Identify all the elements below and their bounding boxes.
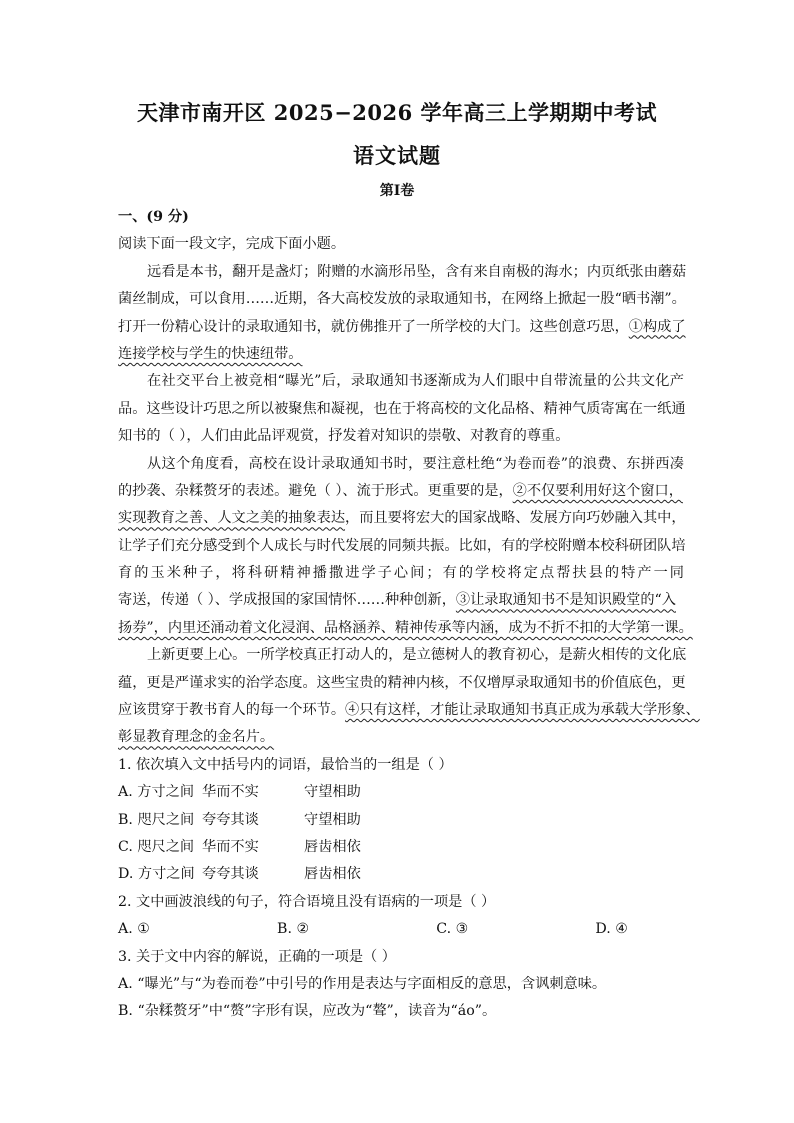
- passage-line: 菌丝制成，可以食用……近期，各大高校发放的录取通知书，在网络上掀起一股“晒书潮”。: [118, 291, 686, 308]
- section-heading: 一、(9 分): [118, 209, 189, 225]
- passage-line: [118, 478, 684, 505]
- option-word: 唇齿相依: [304, 838, 361, 855]
- question-2-option-a: A. ①: [118, 921, 150, 938]
- passage-line: [118, 697, 700, 724]
- passage-text: ，而且要将宏大的国家战略、发展方向巧妙融入其中，: [345, 510, 686, 527]
- question-3-option-a: A. “曝光”与“为卷而卷”中引号的作用是表达与字面相反的意思，含讽刺意味。: [118, 975, 607, 992]
- passage-line: 远看是本书，翻开是盏灯；附赠的水滴形吊坠，含有来自南极的海水；内页纸张由蘑菇: [147, 263, 687, 280]
- passage-text: 寄送，传递（ ）、学成报国的家国情怀……种种创新，: [118, 592, 456, 609]
- option-word: 唇齿相依: [304, 866, 361, 883]
- passage-line: 上新更要上心。一所学校真正打动人的，是立德树人的教育初心，是薪火相传的文化底: [147, 647, 687, 664]
- option-word: 守望相助: [304, 784, 361, 801]
- passage-text: 应该贯穿于教书育人的每一个环节。: [118, 702, 346, 719]
- passage-line: [118, 505, 684, 532]
- wavy-sentence-3: ③让录取通知书不是知识殿堂的“入: [455, 592, 676, 609]
- option-word: 华而不实: [202, 838, 259, 855]
- option-word: 华而不实: [202, 784, 259, 801]
- wavy-sentence-3-cont: 扬券”，内里还涌动着文化浸润、品格涵养、精神传承等内涵，成为不折不扣的大学第一课。: [118, 619, 693, 636]
- passage-text: 打开一份精心设计的录取通知书，就仿佛推开了一所学校的大门。这些创意巧思，: [118, 318, 629, 335]
- wavy-sentence-2-cont: 实现教育之善、人文之美的抽象表达: [118, 510, 346, 527]
- question-1-option-b: [118, 807, 684, 834]
- question-2-option-b: B. ②: [277, 921, 310, 938]
- question-1-stem: 1. 依次填入文中括号内的词语，最恰当的一组是（ ）: [118, 756, 453, 773]
- wavy-sentence-4-cont: 彰显教育理念的金名片。: [118, 729, 275, 746]
- wavy-sentence-1-cont: 连接学校与学生的快速纽带。: [118, 345, 303, 362]
- question-2-options: [118, 916, 684, 943]
- question-3-option-b: B. “杂糅赘牙”中“赘”字形有误，应改为“聱”，读音为“áo”。: [118, 1003, 497, 1020]
- question-3-stem: 3. 关于文中内容的解说，正确的一项是（ ）: [118, 948, 396, 965]
- question-1-option-d: [118, 861, 684, 888]
- option-label: C. 咫尺之间: [118, 838, 195, 855]
- question-2-option-c: C. ③: [436, 921, 469, 938]
- option-word: 守望相助: [304, 811, 361, 828]
- passage-line: 知书的（ ），人们由此品评观赏，抒发着对知识的崇敬、对教育的尊重。: [118, 428, 570, 445]
- option-word: 夸夸其谈: [202, 866, 259, 883]
- passage-line: [118, 314, 684, 341]
- passage-line: [118, 341, 684, 368]
- option-label: A. 方寸之间: [118, 784, 195, 801]
- passage-line: 育的玉米种子，将科研精神播撒进学子心间；有的学校将定点帮扶县的特产一同: [118, 565, 684, 582]
- question-2-stem: 2. 文中画波浪线的句子，符合语境且没有语病的一项是（ ）: [118, 893, 496, 910]
- exam-title: 天津市南开区 2025−2026 学年高三上学期期中考试: [136, 100, 658, 125]
- question-1-option-a: [118, 779, 684, 806]
- wavy-sentence-4: ④只有这样，才能让录取通知书真正成为承载大学形象、: [345, 702, 700, 719]
- option-label: B. 咫尺之间: [118, 811, 195, 828]
- question-2-option-d: D. ④: [595, 921, 628, 938]
- passage-line: 让学子们充分感受到个人成长与时代发展的同频共振。比如，有的学校附赠本校科研团队培: [118, 537, 686, 554]
- wavy-sentence-2: ②不仅要利用好这个窗口，: [512, 482, 683, 499]
- passage-line: [118, 615, 693, 642]
- passage-line: 在社交平台上被竞相“曝光”后，录取通知书逐渐成为人们眼中自带流量的公共文化产: [147, 373, 684, 390]
- volume-label: 第Ⅰ卷: [379, 183, 415, 199]
- subject-title: 语文试题: [353, 143, 441, 168]
- passage-line: 蕴，更是严谨求实的治学态度。这些宝贵的精神内核，不仅增厚录取通知书的价值底色，更: [118, 674, 686, 691]
- passage-line: 从这个角度看，高校在设计录取通知书时，要注意杜绝“为卷而卷”的浪费、东拼西凑: [147, 455, 684, 472]
- option-word: 夸夸其谈: [202, 811, 259, 828]
- exam-body: [118, 204, 700, 1026]
- passage-line: [118, 724, 684, 751]
- option-label: D. 方寸之间: [118, 866, 195, 883]
- question-1-option-c: [118, 834, 684, 861]
- passage-text: 的抄袭、杂糅赘牙的表述。避免（ ）、流于形式。更重要的是，: [118, 482, 513, 499]
- wavy-sentence-1: ①构成了: [628, 318, 686, 335]
- section-instruction: 阅读下面一段文字，完成下面小题。: [118, 236, 346, 253]
- passage-line: 品。这些设计巧思之所以被聚焦和凝视，也在于将高校的文化品格、精神气质寄寓在一纸通: [118, 400, 686, 417]
- passage-line: [118, 587, 684, 614]
